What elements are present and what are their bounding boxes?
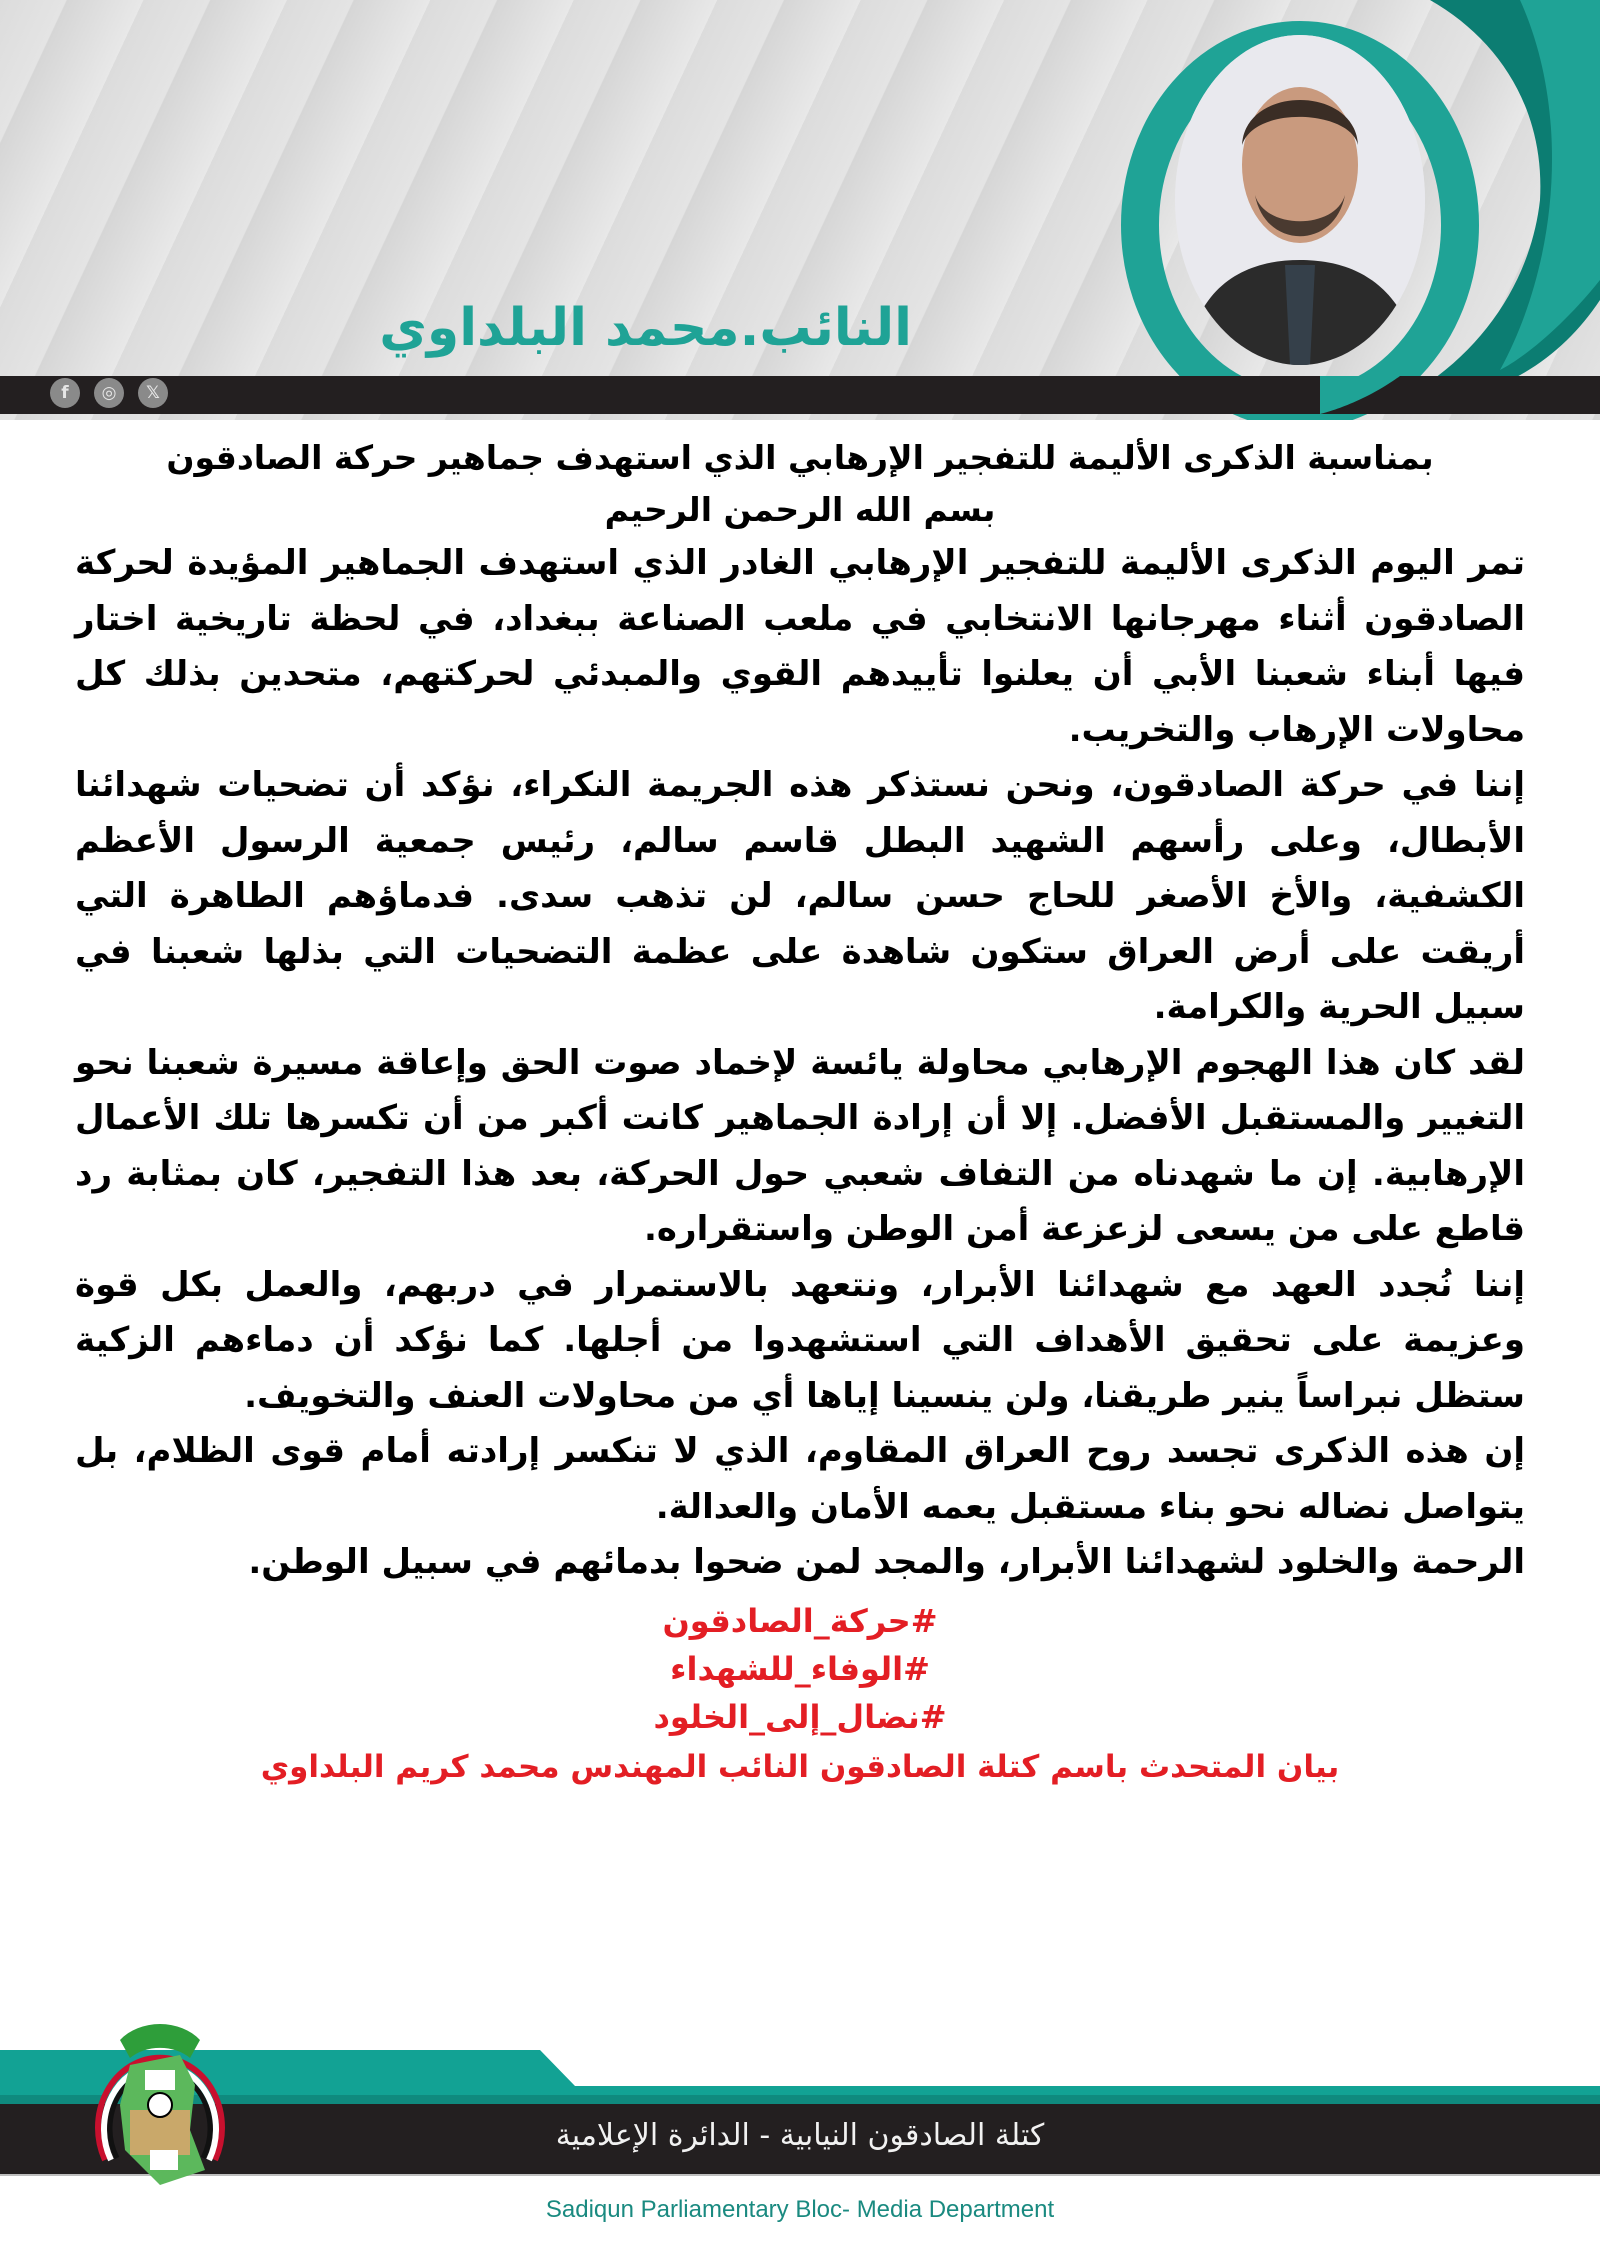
- social-bar: [0, 376, 1320, 414]
- x-icon[interactable]: 𝕏: [138, 378, 168, 408]
- paragraph-5: إن هذه الذكرى تجسد روح العراق المقاوم، الذي لا تنكسر إرادته أمام قوى الظلام، بل يتواصل نضاله نحو بناء مستقبل يعمه الأمان والعدالة.: [75, 1431, 1525, 1527]
- header-banner: [0, 0, 1600, 420]
- mp-name-title: النائب.محمد البلداوي: [379, 298, 912, 358]
- basmala: بسم الله الرحمن الرحيم: [604, 490, 996, 529]
- hashtag[interactable]: #نضال_إلى_الخلود: [653, 1697, 947, 1736]
- statement-signature: بيان المتحدث باسم كتلة الصادقون النائب المهندس محمد كريم البلداوي: [260, 1748, 1340, 1785]
- social-links: [50, 378, 168, 408]
- facebook-icon[interactable]: f: [50, 378, 80, 408]
- footer-english-text: Sadiqun Parliamentary Bloc- Media Department: [545, 2196, 1055, 2223]
- hashtag[interactable]: #حركة_الصادقون: [662, 1601, 938, 1640]
- statement-title: بمناسبة الذكرى الأليمة للتفجير الإرهابي الذي استهدف جماهير حركة الصادقون: [166, 438, 1434, 477]
- hashtags: [75, 1597, 1525, 1741]
- paragraph-2: إننا في حركة الصادقون، ونحن نستذكر هذه الجريمة النكراء، نؤكد أن تضحيات شهدائنا الأبطال، وعلى رأسهم الشهيد البطل قاسم سالم، رئيس جمعية الرسول الأعظم الكشفية، والأخ الأصغر للحاج حسن سالم، لن تذهب سدى. فدماؤهم الطاهرة التي أريقت على أرض العراق ستكون شاهدة على عظمة التضحيات التي بذلها شعبنا في سبيل الحرية والكرامة.: [75, 765, 1525, 1027]
- sadiqun-logo: [85, 2010, 235, 2185]
- footer-arabic-text: كتلة الصادقون النيابية - الدائرة الإعلامية: [555, 2118, 1045, 2153]
- paragraph-1: تمر اليوم الذكرى الأليمة للتفجير الإرهابي الغادر الذي استهدف الجماهير المؤيدة لحركة الصادقون أثناء مهرجانها الانتخابي في ملعب الصناعة ببغداد، في لحظة تاريخية اختار فيها أبناء شعبنا الأبي أن يعلنوا تأييدهم القوي والمبدئي لحركتهم، متحدين بذلك كل محاولات الإرهاب والتخريب.: [75, 543, 1525, 750]
- footer-divider: [0, 2095, 1600, 2104]
- hashtag[interactable]: #الوفاء_للشهداء: [670, 1649, 930, 1688]
- statement-body: [75, 432, 1525, 1793]
- paragraph-6: الرحمة والخلود لشهدائنا الأبرار، والمجد لمن ضحوا بدمائهم في سبيل الوطن.: [248, 1542, 1525, 1582]
- paragraph-4: إننا نُجدد العهد مع شهدائنا الأبرار، ونتعهد بالاستمرار في دربهم، والعمل بكل قوة وعزيمة على تحقيق الأهداف التي استشهدوا من أجلها. كما نؤكد أن دماءهم الزكية ستظل نبراساً ينير طريقنا، ولن ينسينا إياها أي من محاولات العنف والتخويف.: [75, 1264, 1525, 1416]
- instagram-icon[interactable]: ◎: [94, 378, 124, 408]
- paragraph-3: لقد كان هذا الهجوم الإرهابي محاولة يائسة لإخماد صوت الحق وإعاقة مسيرة شعبنا نحو التغيير والمستقبل الأفضل. إلا أن إرادة الجماهير كانت أكبر من أن تكسرها تلك الأعمال الإرهابية. إن ما شهدناه من التفاف شعبي حول الحركة، بعد هذا التفجير، كان بمثابة رد قاطع على من يسعى لزعزعة أمن الوطن واستقراره.: [75, 1042, 1525, 1249]
- portrait-photo: [1175, 35, 1425, 365]
- footer-notch: [0, 2050, 1600, 2095]
